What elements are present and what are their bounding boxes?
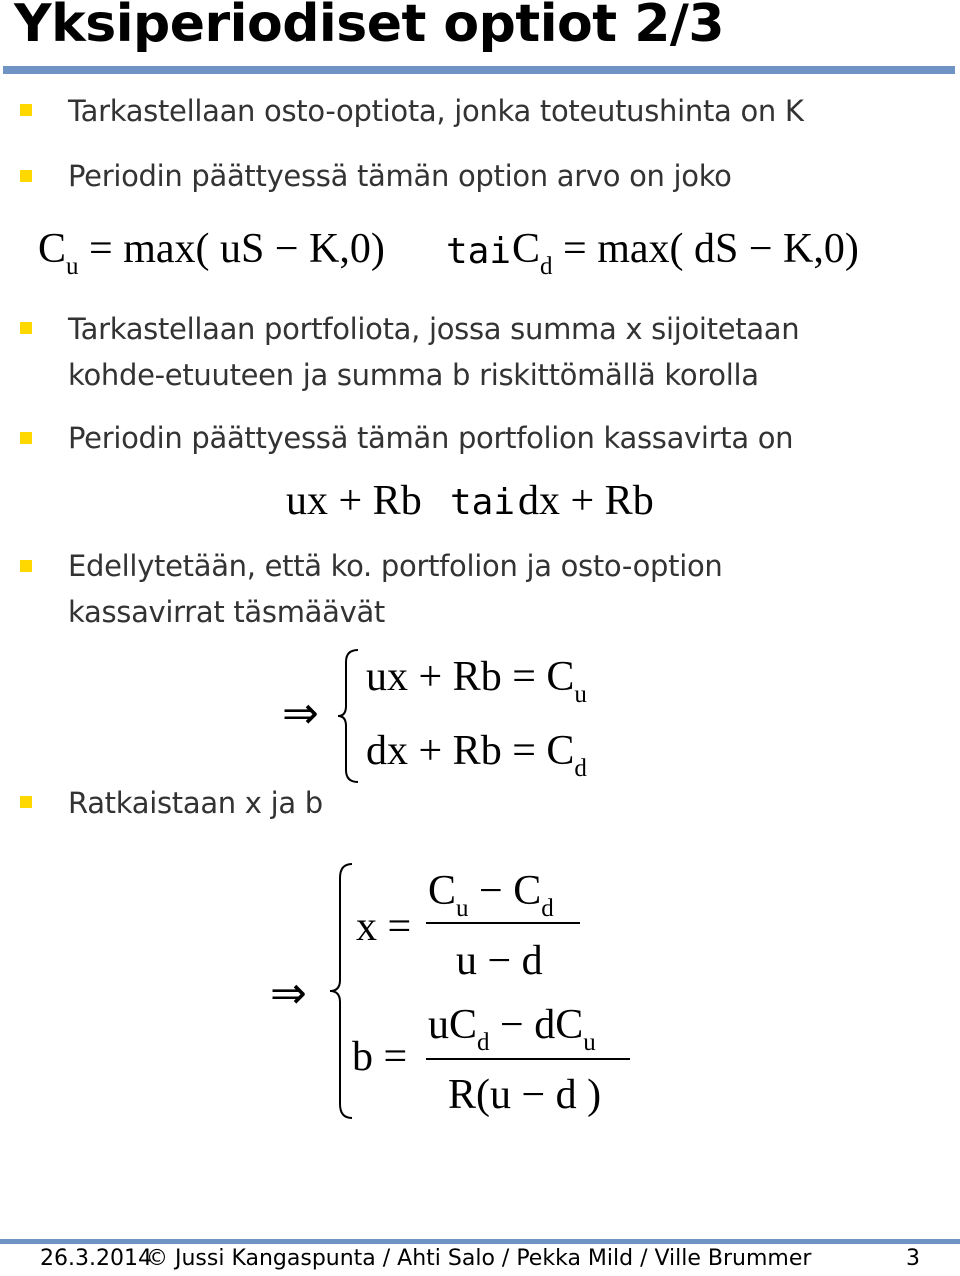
bullet-marker [20,796,32,808]
title-underline [3,66,955,74]
bullet-text-5-cont: kassavirrat täsmäävät [68,595,386,629]
implies-arrow: ⇒ [282,689,319,738]
slide-title: Yksiperiodiset optiot 2/3 [14,0,725,54]
x-fraction-bar [426,922,580,924]
formula-cd: $C_d = \max$( dS − K,0) [512,226,859,280]
bullet-text-6: Ratkaistaan x ja b [68,786,323,820]
b-lhs: b = [352,1034,408,1080]
bullet-text-5: Edellytetään, että ko. portfolion ja osto-option [68,549,723,583]
b-fraction-bar [426,1058,630,1060]
footer-page-number: 3 [906,1246,920,1271]
bullet-marker [20,322,32,334]
left-brace-2 [326,862,356,1120]
bullet-text-2: Periodin päättyessä tämän option arvo on joko [68,159,732,193]
bullet-marker [20,432,32,444]
bullet-text-3: Tarkastellaan portfoliota, jossa summa x sijoitetaan [68,312,800,346]
bullet-marker [20,104,32,116]
system-eq-2: dx + $Rb = C_d$ [366,728,587,782]
formula-dx-rb: dx + Rb [518,478,654,524]
b-numerator: $uC_d - dC_u$ [428,1002,596,1056]
implies-arrow-2: ⇒ [270,969,307,1018]
footer-rule [0,1239,960,1244]
bullet-text-1: Tarkastellaan osto-optiota, jonka toteutushinta on K [68,94,804,128]
formula-tai-2: tai [450,482,516,523]
x-numerator: $C_u - C_d$ [428,868,554,922]
system-eq-1: ux + $Rb = C_u$ [366,654,587,708]
bullet-text-3-cont: kohde-etuuteen ja summa b riskittömällä korolla [68,358,759,392]
bullet-marker [20,560,32,572]
formula-cu: $C_u = \max$( uS − K,0) [38,226,385,280]
x-denominator: u − d [456,938,543,984]
x-lhs: x = [356,904,412,950]
left-brace [334,648,364,784]
formula-ux-rb: ux + Rb [286,478,422,524]
b-denominator: R(u − d ) [448,1072,602,1118]
bullet-text-4: Periodin päättyessä tämän portfolion kassavirta on [68,421,794,455]
footer-authors: © Jussi Kangaspunta / Ahti Salo / Pekka Mild / Ville Brummer [146,1246,812,1271]
footer-date: 26.3.2014 [40,1246,152,1271]
formula-tai: tai [446,231,512,272]
bullet-marker [20,170,32,182]
